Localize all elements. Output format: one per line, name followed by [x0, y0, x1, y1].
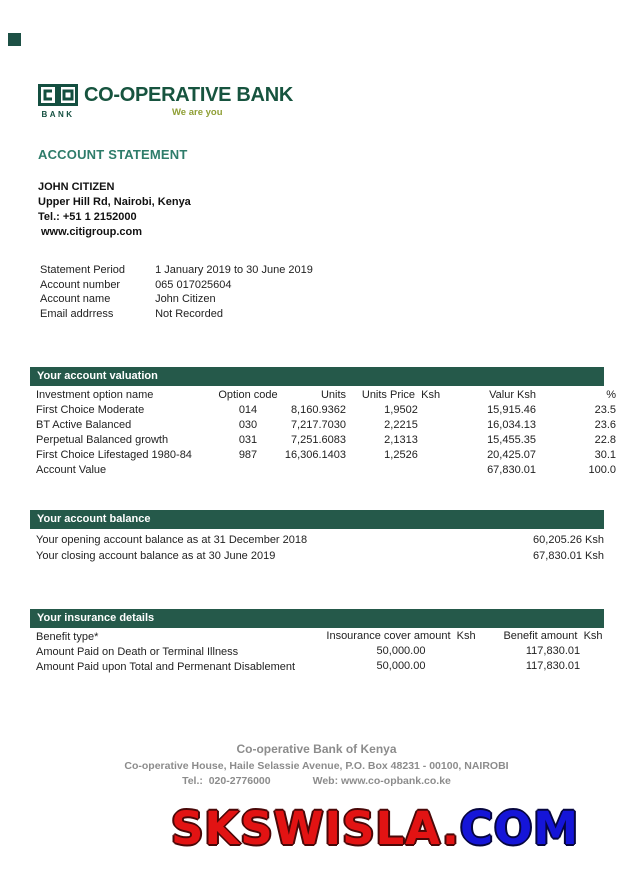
balance-rows	[30, 532, 604, 564]
corner-square-mark	[8, 33, 21, 46]
cell-unit-price	[346, 464, 456, 479]
cell-option-code: 031	[238, 434, 258, 446]
column-header: Valur Ksh	[489, 389, 536, 401]
insurance-header-row	[30, 630, 610, 645]
logo-text-block	[84, 84, 293, 118]
footer-bank-name: Co-operative Bank of Kenya	[236, 742, 397, 756]
balance-section-header: Your account balance	[30, 510, 604, 529]
detail-label: Account name	[40, 293, 111, 305]
cell-unit-price: 2,1313	[384, 434, 418, 446]
column-header: Units Price Ksh	[361, 389, 441, 401]
column-header: Benefit amount Ksh	[503, 630, 603, 642]
logo-bank-word: BANK	[41, 110, 75, 119]
balance-row	[30, 548, 604, 564]
cell-percent: 22.8	[594, 434, 616, 446]
insurance-section-header: Your insurance details	[30, 609, 604, 628]
cell-unit-price: 2,2215	[384, 419, 418, 431]
table-row	[30, 660, 610, 675]
detail-row	[40, 292, 313, 307]
balance-row	[30, 532, 604, 548]
cell-value: 67,830.01	[487, 464, 536, 476]
statement-details	[40, 263, 313, 321]
cell-percent: 23.6	[594, 419, 616, 431]
column-header: Investment option name	[36, 389, 154, 401]
column-header: Benefit type*	[36, 631, 99, 643]
detail-value: Not Recorded	[155, 307, 223, 320]
footer-web: Web: www.co-opbank.co.ke	[312, 775, 451, 787]
cell-value: 15,455.35	[487, 434, 536, 446]
detail-row	[40, 307, 313, 322]
table-row-total	[30, 464, 628, 479]
insurance-table	[30, 630, 610, 675]
cell-option-name: BT Active Balanced	[36, 419, 132, 431]
balance-label: Your opening account balance as at 31 December 2018	[36, 534, 308, 546]
valuation-section-header: Your account valuation	[30, 367, 604, 386]
footer-tel: Tel.: 020-2776000	[182, 775, 271, 787]
bank-emblem-icon	[38, 84, 78, 106]
bank-logo	[38, 84, 293, 119]
detail-label: Statement Period	[40, 264, 125, 276]
cell-percent: 23.5	[594, 404, 616, 416]
cell-percent: 100.0	[588, 464, 616, 476]
bank-logo-emblem	[38, 84, 78, 119]
brand-name: CO-OPERATIVE BANK	[84, 84, 293, 106]
cell-benefit-amount: 117,830.01	[525, 645, 581, 657]
cell-cover-amount: 50,000.00	[376, 660, 426, 672]
cell-option-code: 987	[238, 449, 258, 461]
table-row	[30, 645, 610, 660]
customer-address: Upper Hill Rd, Nairobi, Kenya	[38, 196, 191, 208]
detail-value: John Citizen	[155, 293, 216, 305]
footer-address: Co-operative House, Haile Selassie Avenue, P.O. Box 48231 - 00100, NAIROBI	[124, 760, 509, 772]
table-row	[30, 434, 628, 449]
footer-contacts	[0, 775, 633, 787]
cell-value: 16,034.13	[487, 419, 536, 431]
cell-option-name: First Choice Moderate	[36, 404, 145, 416]
cell-units	[283, 464, 346, 479]
watermark-dot: .	[441, 802, 460, 855]
valuation-header-row	[30, 389, 628, 404]
cell-value: 15,915.46	[487, 404, 536, 416]
cell-option-code: 014	[238, 404, 258, 416]
detail-row	[40, 278, 313, 293]
customer-block	[38, 180, 191, 240]
balance-value: 60,205.26 Ksh	[533, 534, 604, 546]
detail-value: 065 017025604	[155, 278, 232, 291]
cell-unit-price: 1,9502	[384, 404, 418, 416]
cell-benefit-type: Amount Paid upon Total and Permenant Disablement	[36, 661, 296, 673]
cell-benefit-amount: 117,830.01	[525, 660, 581, 672]
balance-value: 67,830.01 Ksh	[533, 550, 604, 562]
cell-units: 7,251.6083	[290, 434, 346, 446]
detail-label: Email addrress	[40, 307, 114, 320]
table-row	[30, 419, 628, 434]
table-row	[30, 449, 628, 464]
cell-unit-price: 1,2526	[384, 449, 418, 461]
customer-website: www.citigroup.com	[41, 226, 143, 238]
bank-footer	[0, 742, 633, 787]
cell-cover-amount: 50,000.00	[376, 645, 426, 657]
detail-label: Account number	[40, 278, 121, 291]
brand-tagline: We are you	[172, 107, 223, 118]
watermark-tld: COM	[459, 802, 579, 855]
detail-value: 1 January 2019 to 30 June 2019	[155, 264, 313, 276]
table-row	[30, 404, 628, 419]
cell-option-name: Account Value	[36, 464, 107, 476]
detail-row	[40, 263, 313, 278]
cell-benefit-type: Amount Paid on Death or Terminal Illness	[36, 646, 239, 658]
balance-label: Your closing account balance as at 30 June 2019	[36, 550, 276, 562]
column-header: Option code	[218, 389, 278, 401]
column-header: Units	[320, 389, 346, 401]
column-header: %	[606, 389, 616, 401]
customer-name: JOHN CITIZEN	[38, 181, 115, 193]
cell-option-name: First Choice Lifestaged 1980-84	[36, 449, 192, 461]
customer-phone: Tel.: +51 1 2152000	[38, 211, 137, 223]
watermark-name: SKSWISLA	[171, 802, 442, 855]
cell-option-name: Perpetual Balanced growth	[36, 434, 169, 446]
cell-option-code	[213, 464, 283, 479]
column-header: Insourance cover amount Ksh	[326, 630, 476, 642]
cell-option-code: 030	[238, 419, 258, 431]
watermark	[140, 802, 610, 855]
valuation-table	[30, 389, 628, 479]
cell-percent: 30.1	[594, 449, 616, 461]
page-title: ACCOUNT STATEMENT	[38, 147, 188, 162]
cell-value: 20,425.07	[487, 449, 536, 461]
cell-units: 8,160.9362	[290, 404, 346, 416]
cell-units: 16,306.1403	[284, 449, 346, 461]
cell-units: 7,217.7030	[290, 419, 346, 431]
